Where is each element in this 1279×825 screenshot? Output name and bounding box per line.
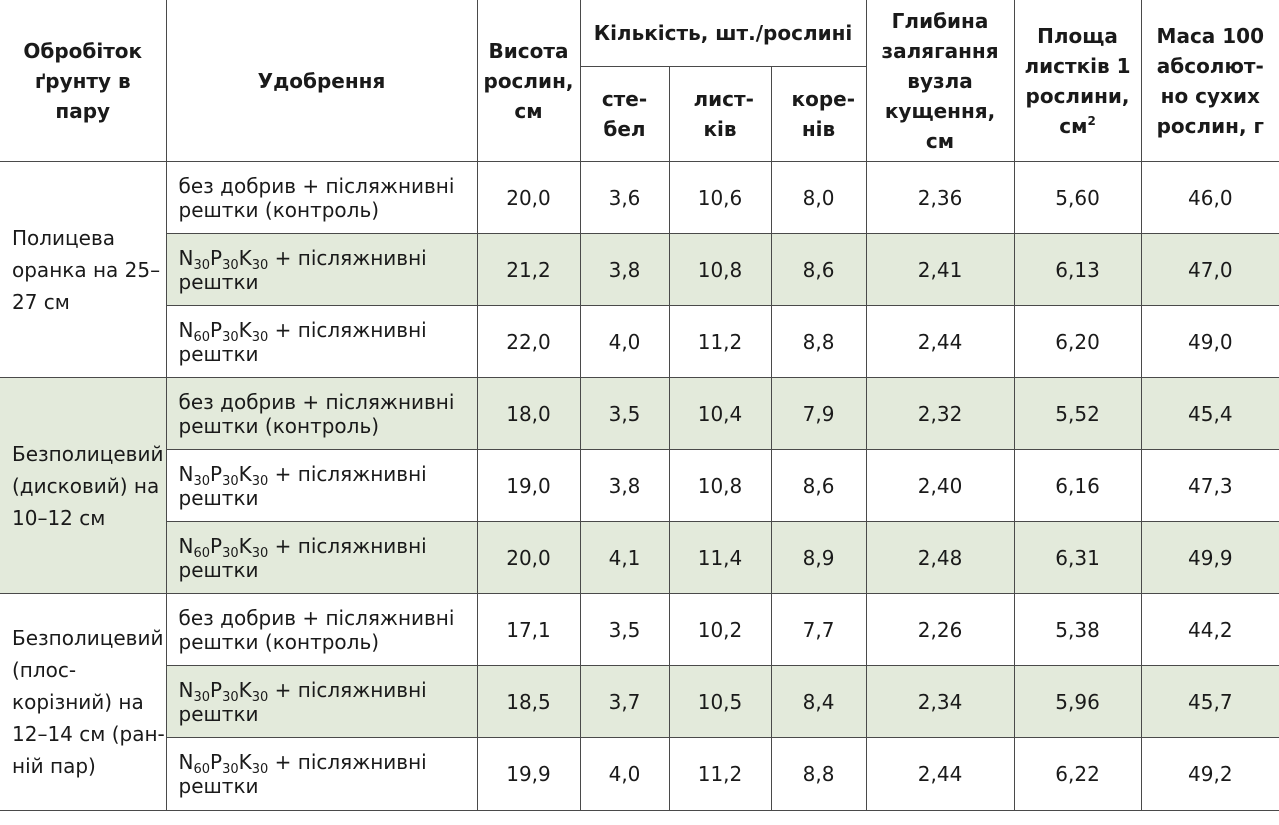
value-area: 5,38: [1014, 594, 1141, 666]
n-symbol: N: [178, 533, 194, 558]
value-height: 21,2: [477, 234, 580, 306]
k-dose: 30: [251, 329, 269, 345]
n-dose: 60: [193, 545, 211, 561]
fertilizer-cell: [166, 522, 477, 594]
value-mass: 49,2: [1141, 738, 1279, 811]
value-roots: 8,6: [771, 450, 866, 522]
k-dose: 30: [251, 689, 269, 705]
fertilizer-text: без добрив + післяжнивні рештки (контроль): [178, 389, 455, 438]
residue-text: + післяжнивні рештки: [178, 317, 427, 366]
table-row: [0, 306, 1279, 378]
value-mass: 47,0: [1141, 234, 1279, 306]
value-depth: 2,36: [866, 162, 1014, 234]
header-leaves: листків: [669, 67, 771, 162]
p-symbol: P: [210, 461, 223, 486]
value-area: 6,22: [1014, 738, 1141, 811]
header-roots: коренів: [771, 67, 866, 162]
value-height: 18,5: [477, 666, 580, 738]
value-stems: 3,5: [580, 594, 669, 666]
table-row: [0, 234, 1279, 306]
value-leaves: 11,4: [669, 522, 771, 594]
fertilizer-cell: [166, 594, 477, 666]
residue-text: + післяжнивні рештки: [178, 677, 427, 726]
header-stems: стебел: [580, 67, 669, 162]
fertilizer-cell: [166, 234, 477, 306]
header-fertilizer: Удобрення: [166, 0, 477, 162]
p-symbol: P: [210, 677, 223, 702]
value-depth: 2,48: [866, 522, 1014, 594]
header-area-text: Площа листків 1 рослини, см: [1024, 23, 1131, 138]
value-stems: 3,6: [580, 162, 669, 234]
p-symbol: P: [210, 245, 223, 270]
value-area: 5,96: [1014, 666, 1141, 738]
p-dose: 30: [222, 473, 239, 489]
n-symbol: N: [178, 461, 194, 486]
table-row: [0, 522, 1279, 594]
table-row: [0, 594, 1279, 666]
value-mass: 45,4: [1141, 378, 1279, 450]
value-leaves: 10,4: [669, 378, 771, 450]
k-dose: 30: [251, 257, 269, 273]
value-area: 5,52: [1014, 378, 1141, 450]
k-symbol: K: [238, 533, 252, 558]
value-mass: 44,2: [1141, 594, 1279, 666]
fertilizer-cell: [166, 666, 477, 738]
value-height: 19,9: [477, 738, 580, 811]
fertilizer-cell: [166, 378, 477, 450]
value-mass: 47,3: [1141, 450, 1279, 522]
header-area-sup: 2: [1087, 113, 1096, 128]
value-leaves: 10,5: [669, 666, 771, 738]
value-stems: 4,1: [580, 522, 669, 594]
table-row: [0, 162, 1279, 234]
value-roots: 7,7: [771, 594, 866, 666]
p-symbol: P: [210, 533, 223, 558]
value-mass: 49,0: [1141, 306, 1279, 378]
value-height: 20,0: [477, 522, 580, 594]
tillage-cell: Безполицевий (дисковий) на 10–12 см: [0, 378, 166, 594]
value-height: 18,0: [477, 378, 580, 450]
n-symbol: N: [178, 677, 194, 702]
k-symbol: K: [238, 677, 252, 702]
tillage-cell: Полицева оранка на 25–27 см: [0, 162, 166, 378]
k-symbol: K: [238, 750, 252, 774]
p-dose: 30: [222, 545, 239, 561]
value-area: 6,31: [1014, 522, 1141, 594]
value-area: 6,16: [1014, 450, 1141, 522]
value-mass: 49,9: [1141, 522, 1279, 594]
value-roots: 8,9: [771, 522, 866, 594]
value-stems: 3,7: [580, 666, 669, 738]
value-height: 19,0: [477, 450, 580, 522]
n-dose: 30: [193, 257, 211, 273]
table-row: [0, 738, 1279, 811]
value-depth: 2,40: [866, 450, 1014, 522]
value-stems: 4,0: [580, 306, 669, 378]
fertilizer-cell: [166, 450, 477, 522]
k-dose: 30: [251, 473, 269, 489]
residue-text: + післяжнивні рештки: [178, 533, 427, 582]
value-mass: 45,7: [1141, 666, 1279, 738]
n-dose: 60: [193, 329, 211, 345]
p-symbol: P: [210, 317, 223, 342]
value-leaves: 10,8: [669, 450, 771, 522]
table-body: [0, 162, 1279, 811]
n-symbol: N: [178, 750, 194, 774]
k-symbol: K: [238, 245, 252, 270]
fertilizer-cell: [166, 306, 477, 378]
n-symbol: N: [178, 245, 194, 270]
value-area: 6,13: [1014, 234, 1141, 306]
p-dose: 30: [222, 329, 239, 345]
value-stems: 4,0: [580, 738, 669, 811]
value-roots: 8,0: [771, 162, 866, 234]
n-dose: 30: [193, 473, 211, 489]
n-dose: 30: [193, 689, 211, 705]
value-leaves: 11,2: [669, 306, 771, 378]
p-dose: 30: [222, 762, 239, 777]
value-leaves: 10,8: [669, 234, 771, 306]
value-leaves: 10,6: [669, 162, 771, 234]
fertilizer-cell: [166, 162, 477, 234]
k-symbol: K: [238, 461, 252, 486]
residue-text: + післяжнивні рештки: [178, 245, 427, 294]
fertilizer-text: без добрив + післяжнивні рештки (контроль): [178, 173, 455, 222]
value-leaves: 11,2: [669, 738, 771, 811]
p-symbol: P: [210, 750, 223, 774]
value-roots: 8,8: [771, 306, 866, 378]
k-symbol: K: [238, 317, 252, 342]
header-depth: Глибина залягання вузла кущення, см: [866, 0, 1014, 162]
value-stems: 3,8: [580, 450, 669, 522]
header-tillage: Обробіток ґрунту в пару: [0, 0, 166, 162]
value-depth: 2,32: [866, 378, 1014, 450]
value-area: 6,20: [1014, 306, 1141, 378]
value-roots: 7,9: [771, 378, 866, 450]
k-dose: 30: [251, 762, 269, 777]
residue-text: + післяжнивні рештки: [178, 461, 427, 510]
value-height: 20,0: [477, 162, 580, 234]
value-depth: 2,26: [866, 594, 1014, 666]
p-dose: 30: [222, 257, 239, 273]
value-stems: 3,5: [580, 378, 669, 450]
value-depth: 2,44: [866, 738, 1014, 811]
p-dose: 30: [222, 689, 239, 705]
n-symbol: N: [178, 317, 194, 342]
value-leaves: 10,2: [669, 594, 771, 666]
value-depth: 2,34: [866, 666, 1014, 738]
tillage-cell: Безполицевий (плоскорізний) на 12–14 см (ранній пар): [0, 594, 166, 811]
value-roots: 8,8: [771, 738, 866, 811]
value-height: 17,1: [477, 594, 580, 666]
value-depth: 2,41: [866, 234, 1014, 306]
header-height: Висота рослин, см: [477, 0, 580, 162]
fertilizer-text: без добрив + післяжнивні рештки (контроль): [178, 605, 455, 654]
header-area: [1014, 0, 1141, 162]
k-dose: 30: [251, 545, 269, 561]
value-roots: 8,6: [771, 234, 866, 306]
residue-text: + післяжнивні рештки: [178, 750, 427, 798]
table-row: [0, 450, 1279, 522]
n-dose: 60: [193, 762, 211, 777]
value-roots: 8,4: [771, 666, 866, 738]
table-row: [0, 378, 1279, 450]
fertilizer-cell: [166, 738, 477, 811]
value-mass: 46,0: [1141, 162, 1279, 234]
table-row: [0, 666, 1279, 738]
value-height: 22,0: [477, 306, 580, 378]
header-mass: Маса 100 абсолютно сухих рослин, г: [1141, 0, 1279, 162]
header-count-group: Кількість, шт./рослині: [580, 0, 866, 67]
value-area: 5,60: [1014, 162, 1141, 234]
value-depth: 2,44: [866, 306, 1014, 378]
value-stems: 3,8: [580, 234, 669, 306]
